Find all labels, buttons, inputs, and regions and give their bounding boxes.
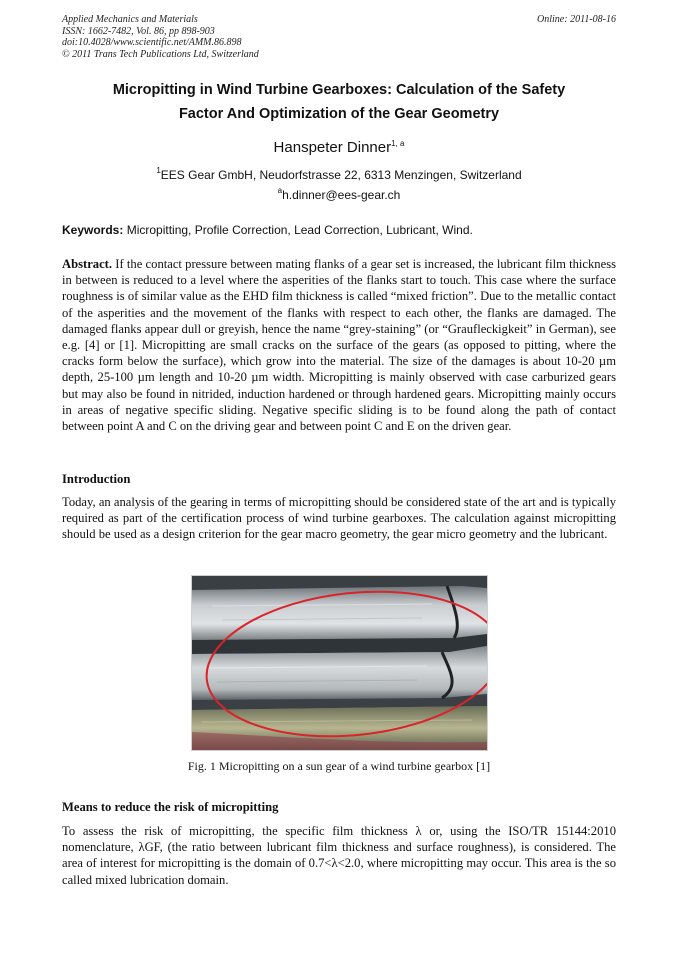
- introduction-text: Today, an analysis of the gearing in terms of micropitting should be considered state of the art and is typically required as part of the certification process of wind turbine gearboxes. The calculation against micropitting should be used as a design criterion for the gear macro geometry, the gear micro geometry and the lubricant.: [62, 495, 616, 542]
- email-superscript: a: [277, 186, 283, 195]
- affiliation: [62, 166, 616, 182]
- doi-line: doi:10.4028/www.scientific.net/AMM.86.898: [62, 37, 242, 48]
- gear-photo-illustration: [192, 576, 487, 750]
- means-heading: Means to reduce the risk of micropitting: [62, 800, 279, 814]
- paper-title: [62, 78, 616, 126]
- title-line-1: Micropitting in Wind Turbine Gearboxes: Calculation of the Safety: [112, 82, 566, 98]
- title-line-2: Factor And Optimization of the Gear Geometry: [178, 106, 500, 122]
- keywords-label: Keywords:: [62, 223, 124, 237]
- author: [62, 139, 616, 156]
- introduction-heading: Introduction: [62, 472, 131, 486]
- affiliation-text: EES Gear GmbH, Neudorfstrasse 22, 6313 Menzingen, Switzerland: [160, 168, 522, 182]
- keywords: [62, 223, 616, 237]
- abstract-label: Abstract.: [62, 257, 113, 271]
- keywords-text: Micropitting, Profile Correction, Lead Correction, Lubricant, Wind.: [123, 223, 473, 237]
- email: [62, 186, 616, 202]
- figure-1-gear-photo: [191, 575, 488, 751]
- journal-name: Applied Mechanics and Materials: [62, 14, 198, 25]
- abstract-text: If the contact pressure between mating flanks of a gear set is increased, the lubricant film thickness in between is reduced to a level where the asperities of the flanks start to touch. This case where the surface roughness is of similar value as the EHD film thickness is called “mixed friction”. Due to the metallic contact of the asperities and the movement of the flanks with respect to each other, the flanks are damaged. The damaged flanks appear dull or greyish, hence the name “grey-staining” (or “Graufleckigkeit” in German), see e.g. [4] or [1]. Micropitting are small cracks on the surface of the gears (as opposed to pitting, where the cracks form below the surface), which grow into the material. The size of the damages is about 10-20 µm depth, 25-100 µm length and 10-20 µm width. Micropitting is mainly observed with case carburized gears but may also be found in nitrided, induction hardened or through hardened gears. Micropitting mainly occurs in areas of negative specific sliding. Negative specific sliding is to be found along the path of contact between point A and C on the driving gear and between point C and E on the driven gear.: [62, 257, 616, 434]
- affiliation-superscript: 1: [156, 166, 161, 175]
- author-superscript: 1, a: [391, 139, 405, 148]
- copyright-line: © 2011 Trans Tech Publications Ltd, Switzerland: [62, 48, 259, 60]
- email-address[interactable]: h.dinner@ees-gear.ch: [282, 188, 401, 202]
- means-text: To assess the risk of micropitting, the specific film thickness λ or, using the ISO/TR 15144:2010 nomenclature, λGF, (the ratio between lubricant film thickness and surface roughness), is considered. The area of interest for micropitting is the domain of 0.7<λ<2.0, where micropitting may occur. This area is the so called mixed lubrication domain.: [62, 824, 616, 887]
- journal-header: [62, 14, 259, 60]
- online-date: Online: 2011-08-16: [537, 14, 616, 25]
- author-name: Hanspeter Dinner: [273, 139, 392, 156]
- figure-caption: Fig. 1 Micropitting on a sun gear of a wind turbine gearbox [1]: [187, 759, 491, 773]
- issn-line: ISSN: 1662-7482, Vol. 86, pp 898-903: [62, 25, 215, 37]
- abstract: [62, 256, 616, 434]
